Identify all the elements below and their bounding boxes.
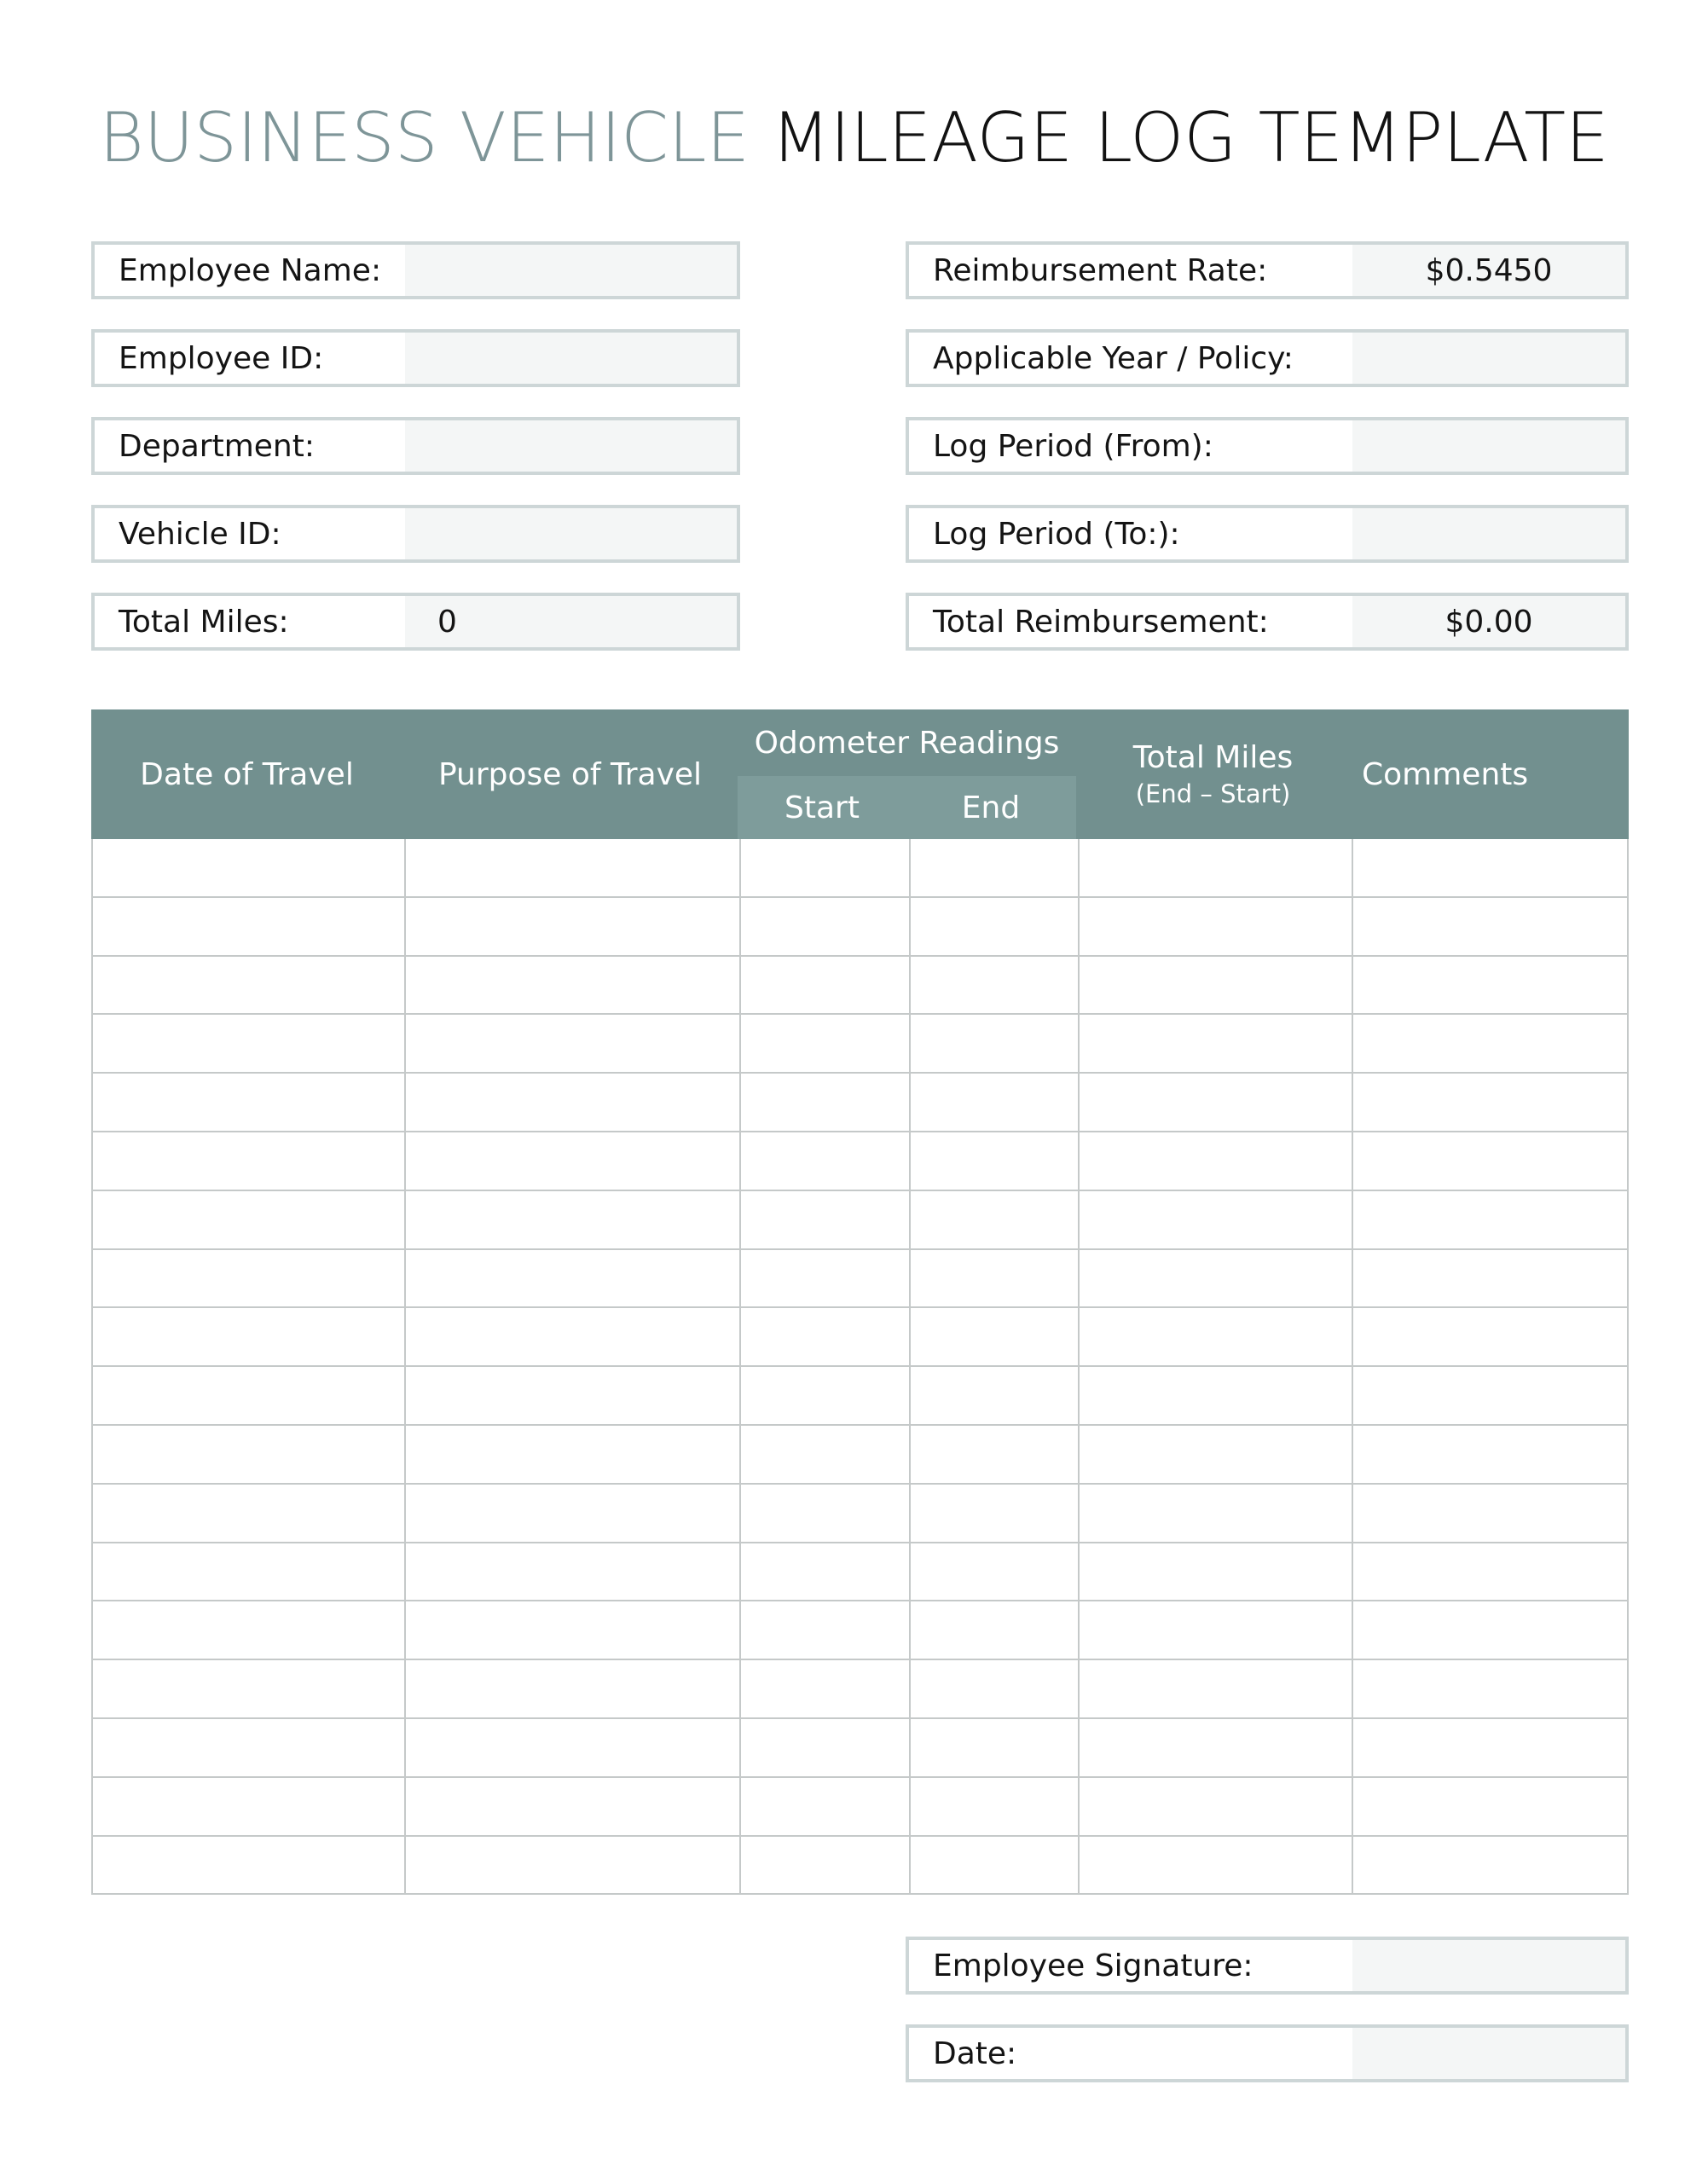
cell-total-miles[interactable] [1078, 957, 1352, 1013]
table-row [93, 1426, 1627, 1485]
cell-date[interactable] [93, 839, 404, 896]
cell-odometer-end[interactable] [909, 839, 1078, 896]
cell-odometer-start[interactable] [739, 1719, 909, 1776]
cell-odometer-start[interactable] [739, 1485, 909, 1542]
signature-date-input[interactable] [1352, 2028, 1625, 2079]
cell-total-miles[interactable] [1078, 1660, 1352, 1717]
cell-odometer-end[interactable] [909, 1485, 1078, 1542]
cell-odometer-end[interactable] [909, 1015, 1078, 1072]
cell-odometer-end[interactable] [909, 898, 1078, 955]
employee-id-label: Employee ID: [119, 340, 324, 376]
cell-date[interactable] [93, 1601, 404, 1659]
cell-odometer-start[interactable] [739, 1015, 909, 1072]
log-period-from-input[interactable] [1352, 420, 1625, 472]
cell-odometer-start[interactable] [739, 1426, 909, 1483]
cell-purpose[interactable] [404, 1367, 739, 1424]
cell-comments[interactable] [1352, 1719, 1627, 1776]
cell-comments[interactable] [1352, 1485, 1627, 1542]
cell-odometer-end[interactable] [909, 1660, 1078, 1717]
cell-purpose[interactable] [404, 1485, 739, 1542]
applicable-year-field [906, 329, 1629, 387]
cell-total-miles[interactable] [1078, 1015, 1352, 1072]
cell-odometer-start[interactable] [739, 1837, 909, 1893]
cell-comments[interactable] [1352, 957, 1627, 1013]
cell-comments[interactable] [1352, 839, 1627, 896]
cell-comments[interactable] [1352, 1778, 1627, 1835]
cell-total-miles[interactable] [1078, 1543, 1352, 1600]
cell-purpose[interactable] [404, 1015, 739, 1072]
cell-date[interactable] [93, 1426, 404, 1483]
cell-purpose[interactable] [404, 1601, 739, 1659]
cell-total-miles[interactable] [1078, 898, 1352, 955]
cell-purpose[interactable] [404, 1250, 739, 1306]
cell-total-miles[interactable] [1078, 1485, 1352, 1542]
table-row [93, 1601, 1627, 1660]
cell-purpose[interactable] [404, 1308, 739, 1365]
cell-odometer-end[interactable] [909, 1367, 1078, 1424]
applicable-year-input[interactable] [1352, 333, 1625, 384]
page-title [0, 96, 1708, 181]
cell-total-miles[interactable] [1078, 1778, 1352, 1835]
cell-odometer-end[interactable] [909, 1250, 1078, 1306]
cell-date[interactable] [93, 1543, 404, 1600]
cell-purpose[interactable] [404, 1074, 739, 1131]
cell-comments[interactable] [1352, 1308, 1627, 1365]
table-row [93, 1837, 1627, 1895]
cell-comments[interactable] [1352, 898, 1627, 955]
reimbursement-rate-field [906, 241, 1629, 299]
employee-signature-field [906, 1937, 1629, 1995]
employee-id-input[interactable] [405, 333, 737, 384]
cell-total-miles[interactable] [1078, 1367, 1352, 1424]
cell-odometer-start[interactable] [739, 957, 909, 1013]
log-period-from-label: Log Period (From): [933, 428, 1213, 464]
total-miles-value: 0 [405, 596, 737, 647]
cell-total-miles[interactable] [1078, 1132, 1352, 1190]
header-end: End [961, 790, 1021, 825]
header-purpose-of-travel: Purpose of Travel [437, 756, 703, 792]
table-row [93, 898, 1627, 957]
table-row [93, 839, 1627, 898]
table-row [93, 1250, 1627, 1308]
header-start: Start [785, 790, 860, 825]
employee-name-label: Employee Name: [119, 252, 382, 288]
table-row [93, 1191, 1627, 1250]
cell-total-miles[interactable] [1078, 1191, 1352, 1248]
cell-purpose[interactable] [404, 1660, 739, 1717]
cell-date[interactable] [93, 1191, 404, 1248]
cell-comments[interactable] [1352, 1015, 1627, 1072]
cell-date[interactable] [93, 898, 404, 955]
cell-date[interactable] [93, 1719, 404, 1776]
applicable-year-label: Applicable Year / Policy: [933, 340, 1294, 376]
cell-total-miles[interactable] [1078, 1426, 1352, 1483]
cell-odometer-end[interactable] [909, 1426, 1078, 1483]
cell-odometer-start[interactable] [739, 1601, 909, 1659]
header-date-of-travel: Date of Travel [140, 756, 354, 792]
department-label: Department: [119, 428, 315, 464]
cell-odometer-end[interactable] [909, 957, 1078, 1013]
cell-comments[interactable] [1352, 1191, 1627, 1248]
cell-date[interactable] [93, 1132, 404, 1190]
total-reimbursement-value: $0.00 [1352, 596, 1625, 647]
header-odometer-readings: Odometer Readings [754, 725, 1060, 761]
cell-purpose[interactable] [404, 1132, 739, 1190]
cell-odometer-end[interactable] [909, 1308, 1078, 1365]
cell-comments[interactable] [1352, 1837, 1627, 1893]
reimbursement-rate-input[interactable]: $0.5450 [1352, 245, 1625, 296]
cell-odometer-start[interactable] [739, 1191, 909, 1248]
cell-date[interactable] [93, 957, 404, 1013]
employee-signature-label: Employee Signature: [933, 1948, 1253, 1983]
cell-purpose[interactable] [404, 1543, 739, 1600]
cell-date[interactable] [93, 1015, 404, 1072]
header-odometer-subheader [738, 776, 1076, 839]
cell-comments[interactable] [1352, 1074, 1627, 1131]
table-row [93, 1074, 1627, 1132]
cell-odometer-start[interactable] [739, 1074, 909, 1131]
title-main: MILEAGE LOG TEMPLATE [771, 98, 1609, 177]
table-row [93, 1719, 1627, 1778]
cell-odometer-end[interactable] [909, 1778, 1078, 1835]
signature-date-field [906, 2024, 1629, 2082]
cell-odometer-end[interactable] [909, 1719, 1078, 1776]
cell-comments[interactable] [1352, 1601, 1627, 1659]
cell-date[interactable] [93, 1367, 404, 1424]
table-row [93, 1132, 1627, 1191]
cell-comments[interactable] [1352, 1543, 1627, 1600]
cell-total-miles[interactable] [1078, 1837, 1352, 1893]
cell-purpose[interactable] [404, 957, 739, 1013]
cell-date[interactable] [93, 1308, 404, 1365]
header-comments: Comments [1362, 756, 1529, 792]
employee-signature-input[interactable] [1352, 1940, 1625, 1991]
total-miles-field [91, 593, 740, 651]
cell-total-miles[interactable] [1078, 1308, 1352, 1365]
cell-total-miles[interactable] [1078, 1250, 1352, 1306]
cell-date[interactable] [93, 1778, 404, 1835]
cell-odometer-start[interactable] [739, 1250, 909, 1306]
cell-date[interactable] [93, 1837, 404, 1893]
vehicle-id-label: Vehicle ID: [119, 516, 281, 552]
mileage-log-table [91, 709, 1629, 1895]
cell-purpose[interactable] [404, 1719, 739, 1776]
cell-odometer-end[interactable] [909, 1601, 1078, 1659]
log-period-to-field [906, 505, 1629, 563]
cell-odometer-end[interactable] [909, 1543, 1078, 1600]
table-row [93, 957, 1627, 1015]
vehicle-id-field [91, 505, 740, 563]
total-reimbursement-label: Total Reimbursement: [933, 604, 1269, 640]
signature-date-label: Date: [933, 2035, 1017, 2071]
table-row [93, 1660, 1627, 1719]
cell-odometer-end[interactable] [909, 1191, 1078, 1248]
vehicle-id-input[interactable] [405, 508, 737, 559]
cell-comments[interactable] [1352, 1660, 1627, 1717]
cell-purpose[interactable] [404, 1426, 739, 1483]
header-total-miles-formula: (End – Start) [1135, 779, 1291, 808]
cell-odometer-end[interactable] [909, 1074, 1078, 1131]
table-row [93, 1543, 1627, 1601]
log-period-from-field [906, 417, 1629, 475]
cell-date[interactable] [93, 1074, 404, 1131]
cell-purpose[interactable] [404, 839, 739, 896]
cell-total-miles[interactable] [1078, 839, 1352, 896]
cell-date[interactable] [93, 1660, 404, 1717]
table-body [91, 839, 1629, 1895]
header-total-miles [1076, 709, 1350, 839]
log-period-to-input[interactable] [1352, 508, 1625, 559]
cell-comments[interactable] [1352, 1132, 1627, 1190]
cell-odometer-start[interactable] [739, 1660, 909, 1717]
cell-total-miles[interactable] [1078, 1719, 1352, 1776]
cell-odometer-start[interactable] [739, 1308, 909, 1365]
title-accent: BUSINESS VEHICLE [99, 98, 750, 177]
cell-odometer-start[interactable] [739, 1367, 909, 1424]
employee-id-field [91, 329, 740, 387]
table-header [91, 709, 1629, 839]
cell-purpose[interactable] [404, 1778, 739, 1835]
table-row [93, 1367, 1627, 1426]
cell-purpose[interactable] [404, 1837, 739, 1893]
cell-comments[interactable] [1352, 1426, 1627, 1483]
cell-odometer-start[interactable] [739, 839, 909, 896]
cell-comments[interactable] [1352, 1367, 1627, 1424]
log-period-to-label: Log Period (To:): [933, 516, 1180, 552]
table-row [93, 1308, 1627, 1367]
cell-odometer-start[interactable] [739, 1778, 909, 1835]
cell-total-miles[interactable] [1078, 1601, 1352, 1659]
cell-purpose[interactable] [404, 898, 739, 955]
cell-odometer-start[interactable] [739, 898, 909, 955]
cell-purpose[interactable] [404, 1191, 739, 1248]
total-reimbursement-field [906, 593, 1629, 651]
cell-odometer-end[interactable] [909, 1837, 1078, 1893]
table-row [93, 1015, 1627, 1074]
cell-date[interactable] [93, 1485, 404, 1542]
header-total-miles-label: Total Miles [1132, 740, 1294, 775]
department-input[interactable] [405, 420, 737, 472]
table-row [93, 1485, 1627, 1543]
cell-odometer-start[interactable] [739, 1132, 909, 1190]
employee-name-input[interactable] [405, 245, 737, 296]
total-miles-label: Total Miles: [119, 604, 289, 640]
reimbursement-rate-label: Reimbursement Rate: [933, 252, 1268, 288]
employee-name-field [91, 241, 740, 299]
cell-comments[interactable] [1352, 1250, 1627, 1306]
cell-date[interactable] [93, 1250, 404, 1306]
department-field [91, 417, 740, 475]
cell-total-miles[interactable] [1078, 1074, 1352, 1131]
cell-odometer-end[interactable] [909, 1132, 1078, 1190]
table-row [93, 1778, 1627, 1837]
cell-odometer-start[interactable] [739, 1543, 909, 1600]
